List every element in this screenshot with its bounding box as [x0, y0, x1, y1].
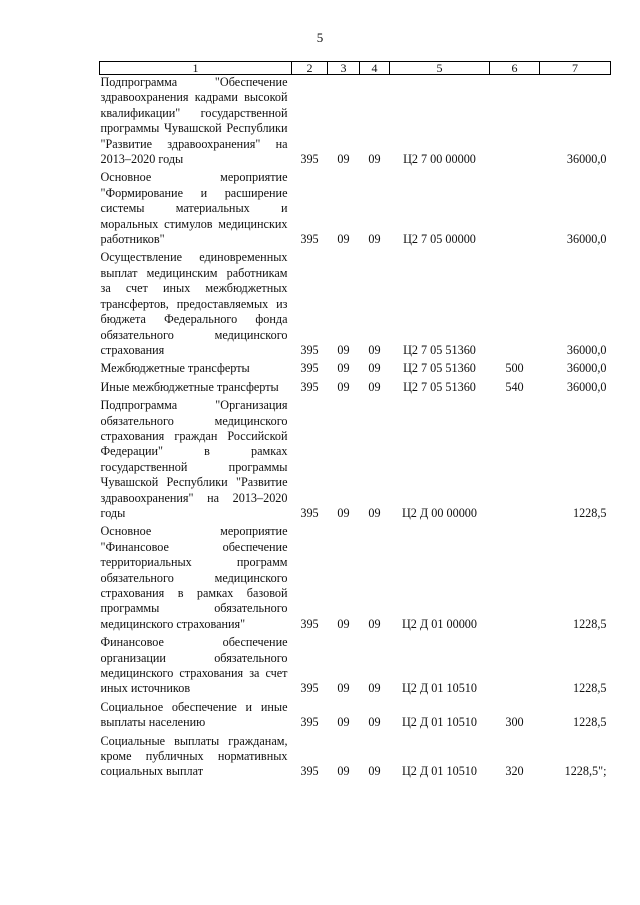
expense-type-code: 320: [505, 764, 524, 779]
amount: 1228,5: [572, 616, 607, 631]
section-code: 09: [337, 715, 350, 730]
expense-type-code: [490, 635, 540, 700]
subsection-code: 09: [368, 379, 381, 394]
table-row: [100, 170, 611, 250]
amount: 36000,0: [566, 361, 607, 376]
item-name: Основное мероприятие "Финансовое обеспечение территориальных программ обязательного медицинского страхования в рамках базовой программы обязательного медицинского страхования": [100, 524, 288, 631]
table-row: [100, 635, 611, 700]
column-header: 2: [292, 62, 328, 75]
subsection-code: 09: [368, 361, 381, 376]
table-row: [100, 524, 611, 635]
section-code: 09: [337, 342, 350, 357]
item-name: Иные межбюджетные трансферты: [100, 379, 279, 394]
amount: 1228,5: [572, 715, 607, 730]
amount: 36000,0: [566, 152, 607, 167]
expense-type-code: [490, 75, 540, 171]
section-code: 09: [337, 379, 350, 394]
item-name: Межбюджетные трансферты: [100, 361, 250, 376]
column-header: 1: [100, 62, 292, 75]
table-row: [100, 250, 611, 361]
subsection-code: 09: [368, 616, 381, 631]
section-code: 09: [337, 232, 350, 247]
item-name: Осуществление единовременных выплат медицинским работникам за счет иных межбюджетных трансфертов, предоставляемых из бюджета Федерального фонда обязательного медицинского страхования: [100, 250, 288, 357]
amount: 36000,0: [566, 232, 607, 247]
subsection-code: 09: [368, 715, 381, 730]
amount: 36000,0: [566, 342, 607, 357]
budget-table: [99, 61, 611, 783]
expense-type-code: [490, 170, 540, 250]
column-header: 7: [540, 62, 611, 75]
ministry-code: 395: [300, 616, 319, 631]
subsection-code: 09: [368, 681, 381, 696]
ministry-code: 395: [300, 715, 319, 730]
ministry-code: 395: [300, 232, 319, 247]
item-name: Социальное обеспечение и иные выплаты населению: [100, 699, 288, 730]
target-article-code: Ц2 7 05 51360: [403, 379, 476, 394]
amount: 1228,5: [572, 505, 607, 520]
target-article-code: Ц2 Д 01 10510: [401, 715, 477, 730]
amount: 1228,5: [572, 681, 607, 696]
subsection-code: 09: [368, 764, 381, 779]
ministry-code: 395: [300, 764, 319, 779]
expense-type-code: 540: [505, 379, 524, 394]
item-name: Подпрограмма "Обеспечение здравоохранения кадрами высокой квалификации" государственной программы Чувашской Республики "Развитие здравоохранения" на 2013–2020 годы: [100, 75, 288, 167]
target-article-code: Ц2 7 05 51360: [403, 361, 476, 376]
item-name: Социальные выплаты гражданам, кроме публичных нормативных социальных выплат: [100, 733, 288, 779]
expense-type-code: [490, 250, 540, 361]
ministry-code: 395: [300, 342, 319, 357]
target-article-code: Ц2 Д 01 10510: [401, 681, 477, 696]
amount: 36000,0: [566, 379, 607, 394]
table-header-row: [100, 62, 611, 75]
table-row: [100, 380, 611, 398]
ministry-code: 395: [300, 152, 319, 167]
column-header: 4: [360, 62, 390, 75]
table-row: [100, 700, 611, 734]
page-number: 5: [316, 30, 324, 45]
section-code: 09: [337, 505, 350, 520]
table-row: [100, 734, 611, 783]
target-article-code: Ц2 Д 01 10510: [401, 764, 477, 779]
column-header: 6: [490, 62, 540, 75]
target-article-code: Ц2 Д 01 00000: [401, 616, 477, 631]
target-article-code: Ц2 Д 00 00000: [401, 505, 477, 520]
section-code: 09: [337, 361, 350, 376]
amount: 1228,5";: [564, 764, 607, 779]
target-article-code: Ц2 7 05 51360: [403, 342, 476, 357]
subsection-code: 09: [368, 342, 381, 357]
expense-type-code: 500: [505, 361, 524, 376]
ministry-code: 395: [300, 505, 319, 520]
section-code: 09: [337, 616, 350, 631]
item-name: Основное мероприятие "Формирование и расширение системы материальных и моральных стимулов медицинских работников": [100, 170, 288, 247]
item-name: Финансовое обеспечение организации обязательного медицинского страхования за счет иных источников: [100, 635, 288, 696]
item-name: Подпрограмма "Организация обязательного медицинского страхования граждан Российской Федерации" в рамках государственной программы Чувашской Республики "Развитие здравоохранения" на 2013–2020 годы: [100, 398, 288, 520]
expense-type-code: 300: [505, 715, 524, 730]
column-header: 5: [390, 62, 490, 75]
column-header: 3: [328, 62, 360, 75]
table-row: [100, 398, 611, 524]
ministry-code: 395: [300, 379, 319, 394]
ministry-code: 395: [300, 681, 319, 696]
target-article-code: Ц2 7 05 00000: [403, 232, 476, 247]
table-row: [100, 361, 611, 379]
subsection-code: 09: [368, 505, 381, 520]
ministry-code: 395: [300, 361, 319, 376]
section-code: 09: [337, 764, 350, 779]
subsection-code: 09: [368, 152, 381, 167]
subsection-code: 09: [368, 232, 381, 247]
target-article-code: Ц2 7 00 00000: [403, 152, 476, 167]
table-row: [100, 75, 611, 171]
section-code: 09: [337, 152, 350, 167]
expense-type-code: [490, 524, 540, 635]
section-code: 09: [337, 681, 350, 696]
expense-type-code: [490, 398, 540, 524]
